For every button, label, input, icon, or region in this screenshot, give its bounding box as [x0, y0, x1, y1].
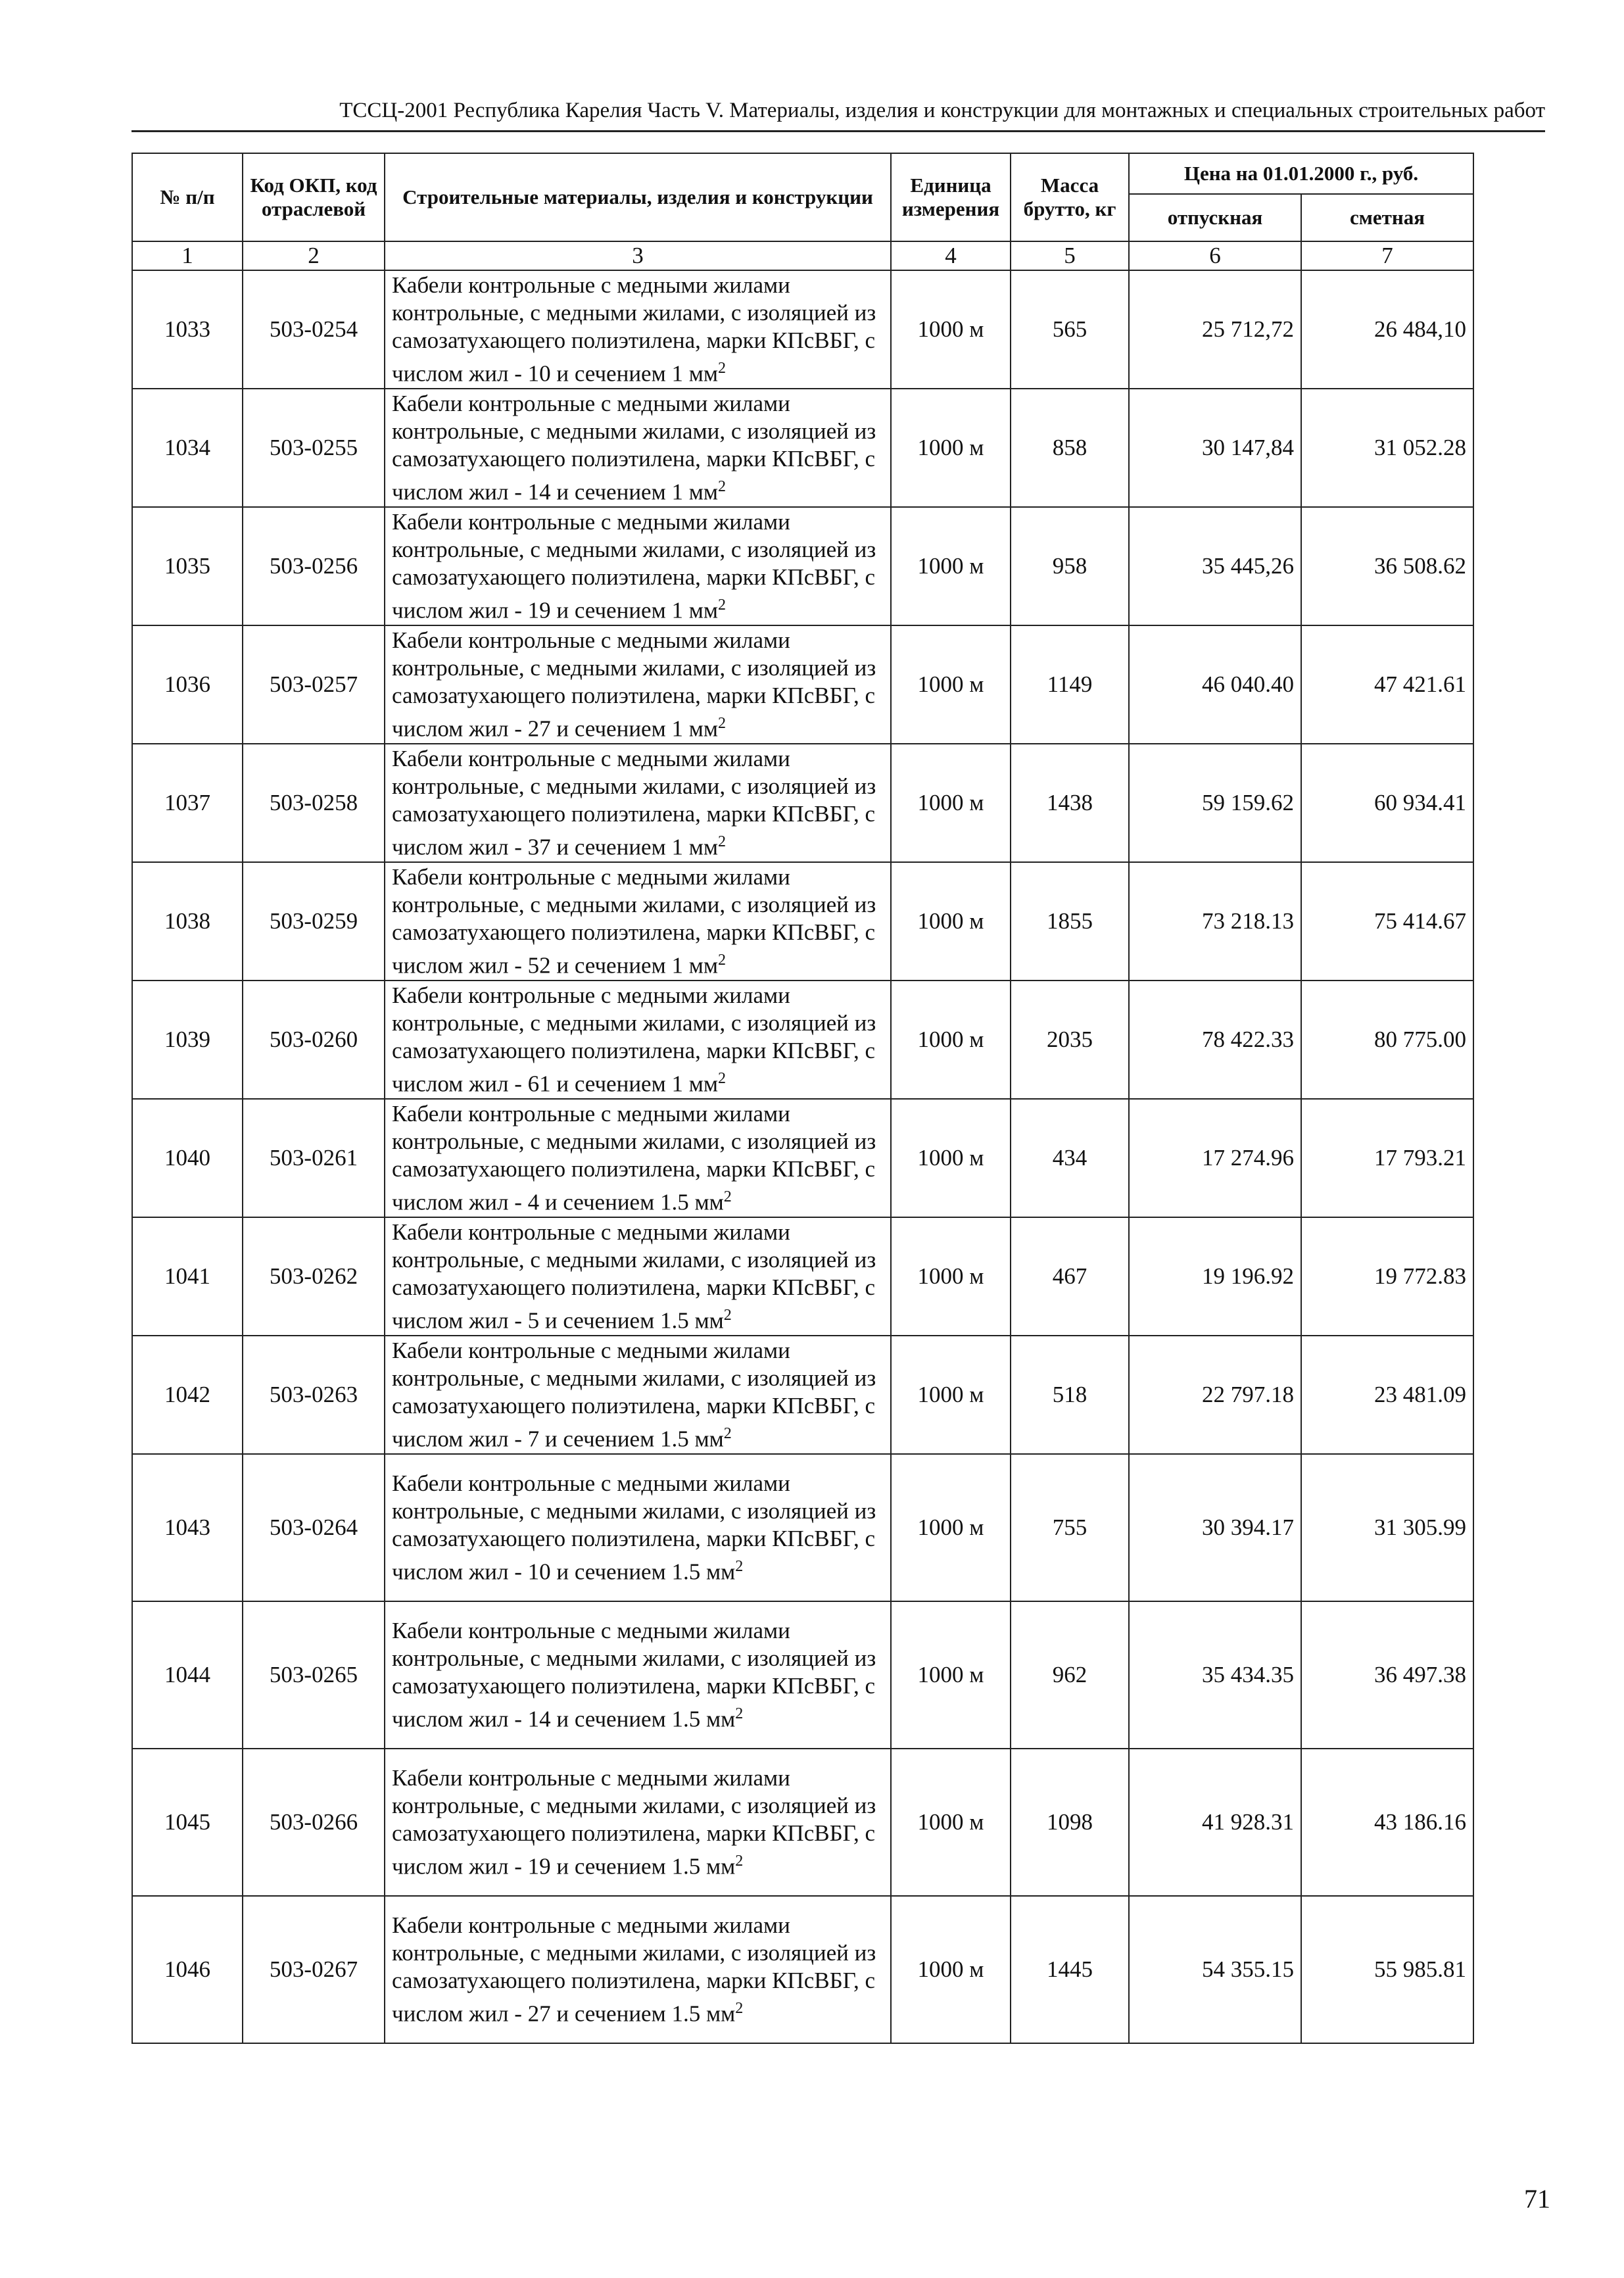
unit: 1000 м — [891, 1454, 1011, 1601]
price-release: 25 712,72 — [1129, 270, 1301, 389]
superscript-2: 2 — [735, 1852, 744, 1870]
table-row — [132, 981, 1473, 1099]
table-row — [132, 1099, 1473, 1217]
header-title: ТССЦ-2001 Республика Карелия Часть V. Материалы, изделия и конструкции для монтажных и специальных строительных работ — [339, 99, 1545, 122]
row-number: 1034 — [132, 389, 243, 507]
row-number: 1042 — [132, 1336, 243, 1454]
unit: 1000 м — [891, 981, 1011, 1099]
price-estimate: 75 414.67 — [1301, 862, 1473, 981]
col-header-price2: сметная — [1301, 194, 1473, 241]
table-row — [132, 1336, 1473, 1454]
table-row — [132, 389, 1473, 507]
gross-mass: 1098 — [1011, 1749, 1129, 1896]
superscript-2: 2 — [723, 1188, 732, 1205]
price-release: 22 797.18 — [1129, 1336, 1301, 1454]
material-description — [385, 1217, 891, 1336]
description-text: Кабели контрольные с медными жилами контрольные, с медными жилами, с изоляцией из самозатухающего полиэтилена, марки КПсВБГ, с числом жил - 5 и сечением 1.5 мм — [392, 1219, 876, 1334]
gross-mass: 434 — [1011, 1099, 1129, 1217]
description-text: Кабели контрольные с медными жилами контрольные, с медными жилами, с изоляцией из самозатухающего полиэтилена, марки КПсВБГ, с числом жил - 27 и сечением 1 мм — [392, 627, 876, 742]
superscript-2: 2 — [723, 1424, 732, 1442]
price-release: 19 196.92 — [1129, 1217, 1301, 1336]
table-row — [132, 507, 1473, 625]
gross-mass: 962 — [1011, 1601, 1129, 1749]
col-header-n: № п/п — [132, 153, 243, 241]
superscript-2: 2 — [723, 1306, 732, 1324]
table-row — [132, 270, 1473, 389]
column-number: 4 — [891, 241, 1011, 270]
okp-code: 503-0259 — [243, 862, 385, 981]
okp-code: 503-0254 — [243, 270, 385, 389]
row-number: 1035 — [132, 507, 243, 625]
col-header-unit: Единица измерения — [891, 153, 1011, 241]
table-row — [132, 1896, 1473, 2043]
column-number: 3 — [385, 241, 891, 270]
price-estimate: 80 775.00 — [1301, 981, 1473, 1099]
unit: 1000 м — [891, 744, 1011, 862]
row-number: 1046 — [132, 1896, 243, 2043]
column-number: 5 — [1011, 241, 1129, 270]
okp-code: 503-0262 — [243, 1217, 385, 1336]
price-estimate: 55 985.81 — [1301, 1896, 1473, 2043]
okp-code: 503-0257 — [243, 625, 385, 744]
price-estimate: 17 793.21 — [1301, 1099, 1473, 1217]
material-description — [385, 1601, 891, 1749]
price-estimate: 43 186.16 — [1301, 1749, 1473, 1896]
material-description — [385, 270, 891, 389]
superscript-2: 2 — [718, 359, 727, 377]
price-release: 78 422.33 — [1129, 981, 1301, 1099]
price-estimate: 36 497.38 — [1301, 1601, 1473, 1749]
material-description — [385, 1896, 891, 2043]
row-number: 1038 — [132, 862, 243, 981]
description-text: Кабели контрольные с медными жилами контрольные, с медными жилами, с изоляцией из самозатухающего полиэтилена, марки КПсВБГ, с числом жил - 14 и сечением 1 мм — [392, 390, 876, 505]
gross-mass: 1445 — [1011, 1896, 1129, 2043]
gross-mass: 2035 — [1011, 981, 1129, 1099]
unit: 1000 м — [891, 1749, 1011, 1896]
description-text: Кабели контрольные с медными жилами контрольные, с медными жилами, с изоляцией из самозатухающего полиэтилена, марки КПсВБГ, с числом жил - 10 и сечением 1.5 мм — [392, 1470, 876, 1585]
okp-code: 503-0267 — [243, 1896, 385, 2043]
description-text: Кабели контрольные с медными жилами контрольные, с медными жилами, с изоляцией из самозатухающего полиэтилена, марки КПсВБГ, с числом жил - 37 и сечением 1 мм — [392, 745, 876, 860]
material-description — [385, 1454, 891, 1601]
description-text: Кабели контрольные с медными жилами контрольные, с медными жилами, с изоляцией из самозатухающего полиэтилена, марки КПсВБГ, с числом жил - 14 и сечением 1.5 мм — [392, 1617, 876, 1732]
gross-mass: 518 — [1011, 1336, 1129, 1454]
superscript-2: 2 — [735, 1557, 744, 1575]
row-number: 1045 — [132, 1749, 243, 1896]
description-text: Кабели контрольные с медными жилами контрольные, с медными жилами, с изоляцией из самозатухающего полиэтилена, марки КПсВБГ, с числом жил - 10 и сечением 1 мм — [392, 272, 876, 387]
price-estimate: 26 484,10 — [1301, 270, 1473, 389]
superscript-2: 2 — [718, 714, 727, 732]
gross-mass: 858 — [1011, 389, 1129, 507]
okp-code: 503-0261 — [243, 1099, 385, 1217]
price-estimate: 31 305.99 — [1301, 1454, 1473, 1601]
material-description — [385, 1336, 891, 1454]
okp-code: 503-0260 — [243, 981, 385, 1099]
table-body — [132, 270, 1473, 2043]
gross-mass: 755 — [1011, 1454, 1129, 1601]
description-text: Кабели контрольные с медными жилами контрольные, с медными жилами, с изоляцией из самозатухающего полиэтилена, марки КПсВБГ, с числом жил - 19 и сечением 1.5 мм — [392, 1764, 876, 1879]
description-text: Кабели контрольные с медными жилами контрольные, с медными жилами, с изоляцией из самозатухающего полиэтилена, марки КПсВБГ, с числом жил - 4 и сечением 1.5 мм — [392, 1100, 876, 1215]
row-number: 1037 — [132, 744, 243, 862]
price-estimate: 23 481.09 — [1301, 1336, 1473, 1454]
okp-code: 503-0266 — [243, 1749, 385, 1896]
table-row — [132, 1217, 1473, 1336]
material-description — [385, 981, 891, 1099]
column-number: 1 — [132, 241, 243, 270]
gross-mass: 467 — [1011, 1217, 1129, 1336]
table-row — [132, 1454, 1473, 1601]
column-number: 2 — [243, 241, 385, 270]
unit: 1000 м — [891, 862, 1011, 981]
price-estimate: 19 772.83 — [1301, 1217, 1473, 1336]
superscript-2: 2 — [718, 833, 727, 850]
table-header-row — [132, 153, 1473, 194]
description-text: Кабели контрольные с медными жилами контрольные, с медными жилами, с изоляцией из самозатухающего полиэтилена, марки КПсВБГ, с числом жил - 61 и сечением 1 мм — [392, 982, 876, 1097]
price-release: 73 218.13 — [1129, 862, 1301, 981]
page-header — [131, 91, 1545, 132]
gross-mass: 1855 — [1011, 862, 1129, 981]
col-header-mass: Масса брутто, кг — [1011, 153, 1129, 241]
table-row — [132, 1601, 1473, 1749]
col-header-desc: Строительные материалы, изделия и конструкции — [385, 153, 891, 241]
superscript-2: 2 — [735, 1705, 744, 1722]
price-release: 35 445,26 — [1129, 507, 1301, 625]
price-release: 54 355.15 — [1129, 1896, 1301, 2043]
superscript-2: 2 — [718, 477, 727, 495]
unit: 1000 м — [891, 625, 1011, 744]
price-estimate: 47 421.61 — [1301, 625, 1473, 744]
gross-mass: 1149 — [1011, 625, 1129, 744]
column-number: 7 — [1301, 241, 1473, 270]
okp-code: 503-0263 — [243, 1336, 385, 1454]
table-row — [132, 862, 1473, 981]
row-number: 1036 — [132, 625, 243, 744]
price-release: 17 274.96 — [1129, 1099, 1301, 1217]
row-number: 1039 — [132, 981, 243, 1099]
material-description — [385, 389, 891, 507]
unit: 1000 м — [891, 270, 1011, 389]
superscript-2: 2 — [718, 951, 727, 969]
row-number: 1044 — [132, 1601, 243, 1749]
price-release: 46 040.40 — [1129, 625, 1301, 744]
table-row — [132, 744, 1473, 862]
materials-table — [131, 153, 1474, 2044]
table-row — [132, 1749, 1473, 1896]
price-estimate: 60 934.41 — [1301, 744, 1473, 862]
row-number: 1041 — [132, 1217, 243, 1336]
column-numbers-row — [132, 241, 1473, 270]
okp-code: 503-0256 — [243, 507, 385, 625]
okp-code: 503-0255 — [243, 389, 385, 507]
okp-code: 503-0265 — [243, 1601, 385, 1749]
column-number: 6 — [1129, 241, 1301, 270]
price-release: 41 928.31 — [1129, 1749, 1301, 1896]
gross-mass: 958 — [1011, 507, 1129, 625]
unit: 1000 м — [891, 1336, 1011, 1454]
price-estimate: 36 508.62 — [1301, 507, 1473, 625]
price-release: 59 159.62 — [1129, 744, 1301, 862]
description-text: Кабели контрольные с медными жилами контрольные, с медными жилами, с изоляцией из самозатухающего полиэтилена, марки КПсВБГ, с числом жил - 19 и сечением 1 мм — [392, 508, 876, 623]
col-header-price1: отпускная — [1129, 194, 1301, 241]
row-number: 1040 — [132, 1099, 243, 1217]
row-number: 1033 — [132, 270, 243, 389]
description-text: Кабели контрольные с медными жилами контрольные, с медными жилами, с изоляцией из самозатухающего полиэтилена, марки КПсВБГ, с числом жил - 7 и сечением 1.5 мм — [392, 1337, 876, 1452]
okp-code: 503-0258 — [243, 744, 385, 862]
price-estimate: 31 052.28 — [1301, 389, 1473, 507]
unit: 1000 м — [891, 507, 1011, 625]
unit: 1000 м — [891, 1217, 1011, 1336]
price-release: 30 147,84 — [1129, 389, 1301, 507]
page-number: 71 — [1524, 2184, 1550, 2214]
material-description — [385, 862, 891, 981]
price-release: 35 434.35 — [1129, 1601, 1301, 1749]
unit: 1000 м — [891, 1601, 1011, 1749]
price-release: 30 394.17 — [1129, 1454, 1301, 1601]
superscript-2: 2 — [735, 1999, 744, 2017]
col-header-code: Код ОКП, код отраслевой — [243, 153, 385, 241]
superscript-2: 2 — [718, 596, 727, 614]
gross-mass: 565 — [1011, 270, 1129, 389]
okp-code: 503-0264 — [243, 1454, 385, 1601]
description-text: Кабели контрольные с медными жилами контрольные, с медными жилами, с изоляцией из самозатухающего полиэтилена, марки КПсВБГ, с числом жил - 27 и сечением 1.5 мм — [392, 1912, 876, 2027]
col-header-price-group: Цена на 01.01.2000 г., руб. — [1129, 153, 1473, 194]
row-number: 1043 — [132, 1454, 243, 1601]
table-row — [132, 625, 1473, 744]
unit: 1000 м — [891, 1099, 1011, 1217]
material-description — [385, 625, 891, 744]
material-description — [385, 1099, 891, 1217]
material-description — [385, 1749, 891, 1896]
material-description — [385, 507, 891, 625]
unit: 1000 м — [891, 1896, 1011, 2043]
unit: 1000 м — [891, 389, 1011, 507]
superscript-2: 2 — [718, 1069, 727, 1087]
gross-mass: 1438 — [1011, 744, 1129, 862]
description-text: Кабели контрольные с медными жилами контрольные, с медными жилами, с изоляцией из самозатухающего полиэтилена, марки КПсВБГ, с числом жил - 52 и сечением 1 мм — [392, 863, 876, 979]
material-description — [385, 744, 891, 862]
